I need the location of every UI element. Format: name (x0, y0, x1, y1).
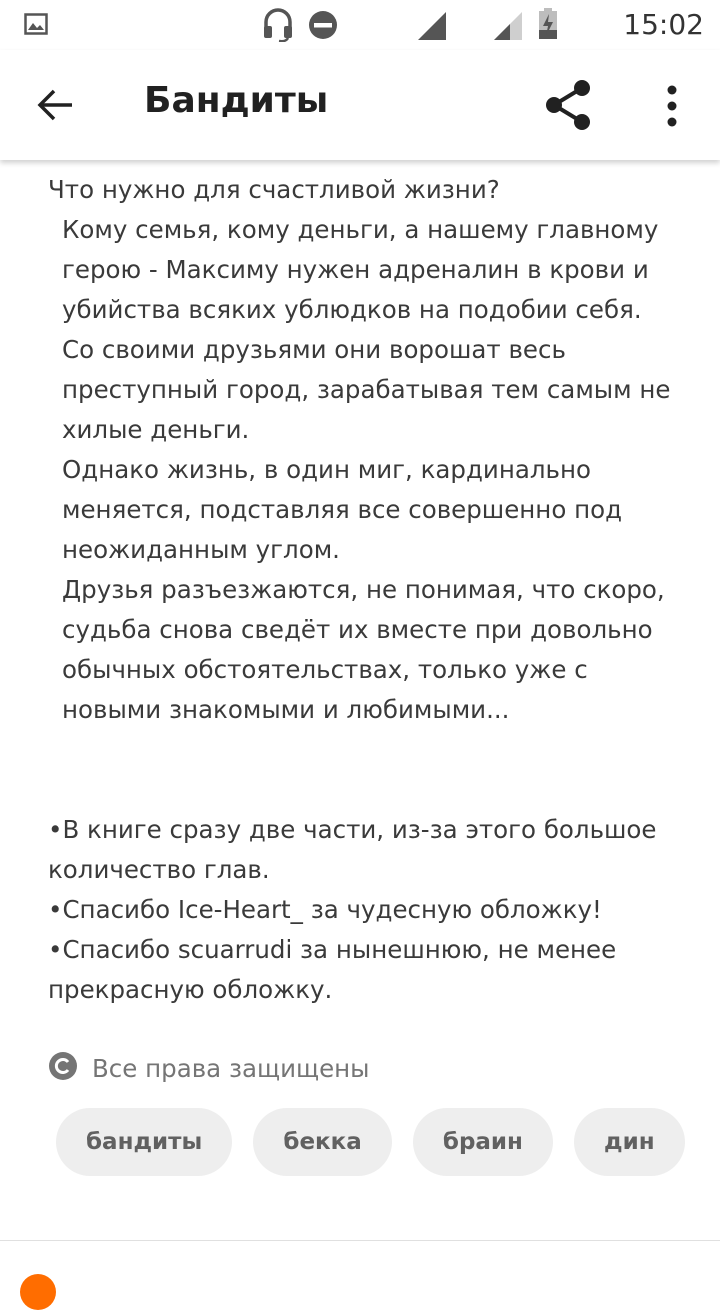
status-bar (0, 0, 720, 50)
tag-chip[interactable]: бандиты (56, 1108, 232, 1176)
description-note: •В книге сразу две части, из-за этого большое количество глав. (48, 815, 657, 884)
description-paragraph: Со своими друзьями они ворошат весь преступный город, зарабатывая тем самым не хилые деньги. (62, 335, 671, 444)
signal-weak-icon (494, 12, 522, 40)
clock: 15:02 (623, 8, 704, 41)
spacer (48, 730, 688, 810)
description-paragraph: Друзья разъезжаются, не понимая, что скоро, судьба снова сведёт их вместе при довольно обычных обстоятельствах, только уже с новыми знакомыми и любимыми... (62, 575, 665, 724)
back-arrow-icon[interactable] (28, 80, 84, 130)
share-icon[interactable] (540, 76, 598, 134)
battery-charging-icon (538, 8, 558, 44)
description-note: •Спасибо Ice-Heart_ за чудесную обложку! (48, 895, 602, 924)
do-not-disturb-icon (309, 11, 337, 39)
description-paragraph: Что нужно для счастливой жизни? (48, 175, 500, 204)
more-vert-icon[interactable] (654, 80, 690, 134)
copyright-icon (48, 1051, 78, 1085)
status-icons (262, 8, 532, 42)
image-icon (24, 13, 48, 39)
book-description (48, 170, 688, 1010)
description-paragraph: Однако жизнь, в один миг, кардинально меняется, подставляя все совершенно под неожиданным углом. (62, 455, 623, 564)
headset-icon (264, 10, 292, 41)
description-paragraph: Кому семья, кому деньги, а нашему главному герою - Максиму нужен адреналин в крови и убийства всяких ублюдков на подобии себя. (62, 215, 659, 324)
copyright-label: Все права защищены (92, 1053, 370, 1083)
copyright-row (48, 1048, 370, 1088)
app-toolbar (0, 50, 720, 160)
signal-icon (418, 12, 446, 40)
divider (0, 1240, 720, 1241)
tag-list (56, 1108, 688, 1178)
tag-chip[interactable]: бекка (253, 1108, 391, 1176)
tag-chip[interactable]: дин (574, 1108, 685, 1176)
tag-chip[interactable]: браин (413, 1108, 553, 1176)
page-title: Бандиты (144, 80, 329, 121)
avatar (20, 1274, 56, 1310)
description-note: •Спасибо scuarrudi за нынешнюю, не менее прекрасную обложку. (48, 935, 617, 1004)
